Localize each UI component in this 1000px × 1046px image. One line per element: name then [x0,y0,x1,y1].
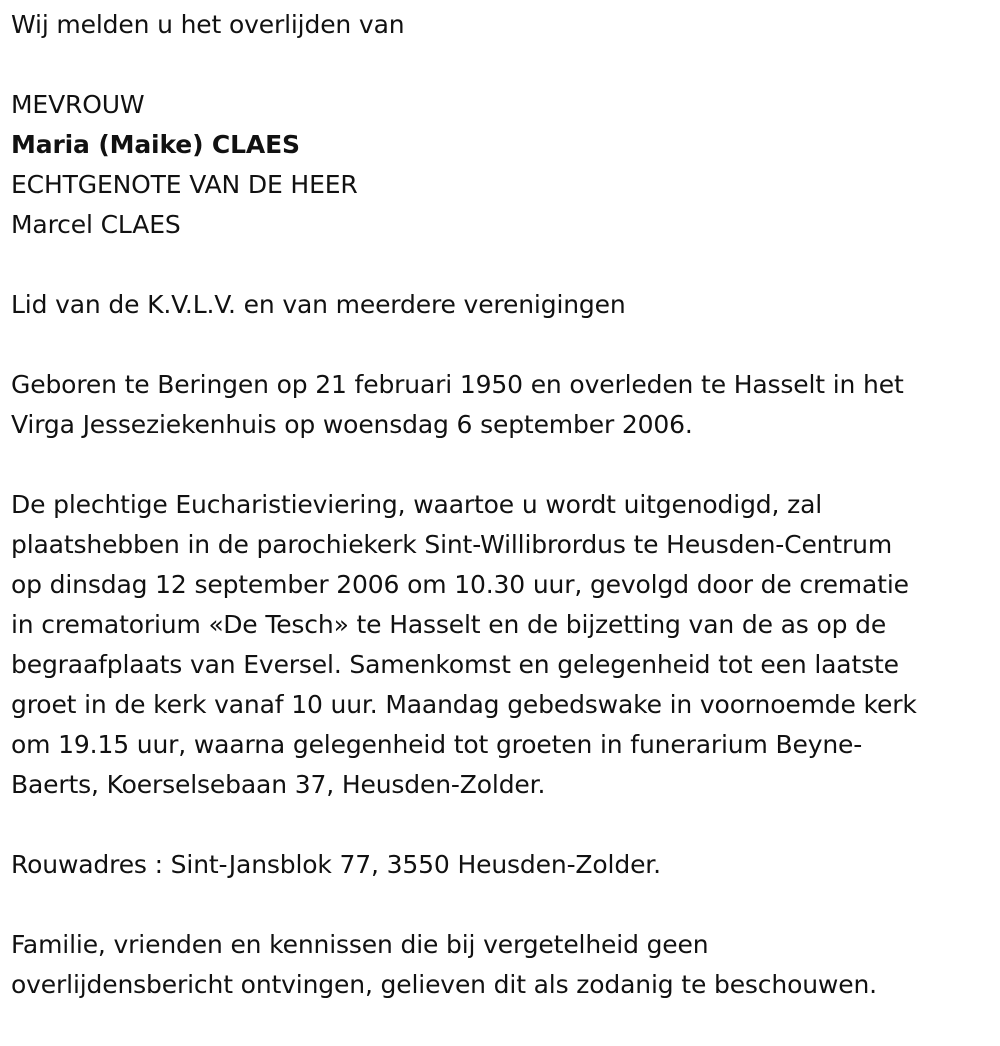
spacer [11,245,986,285]
paragraph-line: overlijdensbericht ontvingen, gelieven dit als zodanig te beschouwen. [11,970,877,999]
intro-text: Wij melden u het overlijden van [11,10,405,39]
spouse-label: ECHTGENOTE VAN DE HEER [11,170,358,199]
paragraph-line: Familie, vrienden en kennissen die bij vergetelheid geen [11,930,709,959]
paragraph-line: in crematorium «De Tesch» te Hasselt en de bijzetting van de as op de [11,610,887,639]
honorific: MEVROUW [11,90,145,119]
paragraph-line: Geboren te Beringen op 21 februari 1950 en overleden te Hasselt in het [11,370,904,399]
paragraph-line: plaatshebben in de parochiekerk Sint-Willibrordus te Heusden-Centrum [11,530,893,559]
paragraph-line: De plechtige Eucharistieviering, waartoe u wordt uitgenodigd, zal [11,490,823,519]
spacer [11,45,986,85]
death-notice [11,5,986,1005]
membership-text: Lid van de K.V.L.V. en van meerdere verenigingen [11,290,626,319]
paragraph-line: op dinsdag 12 september 2006 om 10.30 uur, gevolgd door de crematie [11,570,909,599]
paragraph-line: om 19.15 uur, waarna gelegenheid tot groeten in funerarium Beyne- [11,730,863,759]
paragraph-line: begraafplaats van Eversel. Samenkomst en gelegenheid tot een laatste [11,650,899,679]
spacer [11,325,986,365]
birth-death-paragraph [11,365,986,445]
paragraph-line: Virga Jesseziekenhuis op woensdag 6 september 2006. [11,410,693,439]
spacer [11,805,986,845]
paragraph-line: groet in de kerk vanaf 10 uur. Maandag gebedswake in voornoemde kerk [11,690,917,719]
closing-paragraph [11,925,986,1005]
spacer [11,445,986,485]
paragraph-line: Baerts, Koerselsebaan 37, Heusden-Zolder. [11,770,546,799]
spacer [11,885,986,925]
spouse-name: Marcel CLAES [11,210,181,239]
mourning-address: Rouwadres : Sint-Jansblok 77, 3550 Heusden-Zolder. [11,850,661,879]
deceased-name: Maria (Maike) CLAES [11,130,300,159]
ceremony-paragraph [11,485,986,805]
